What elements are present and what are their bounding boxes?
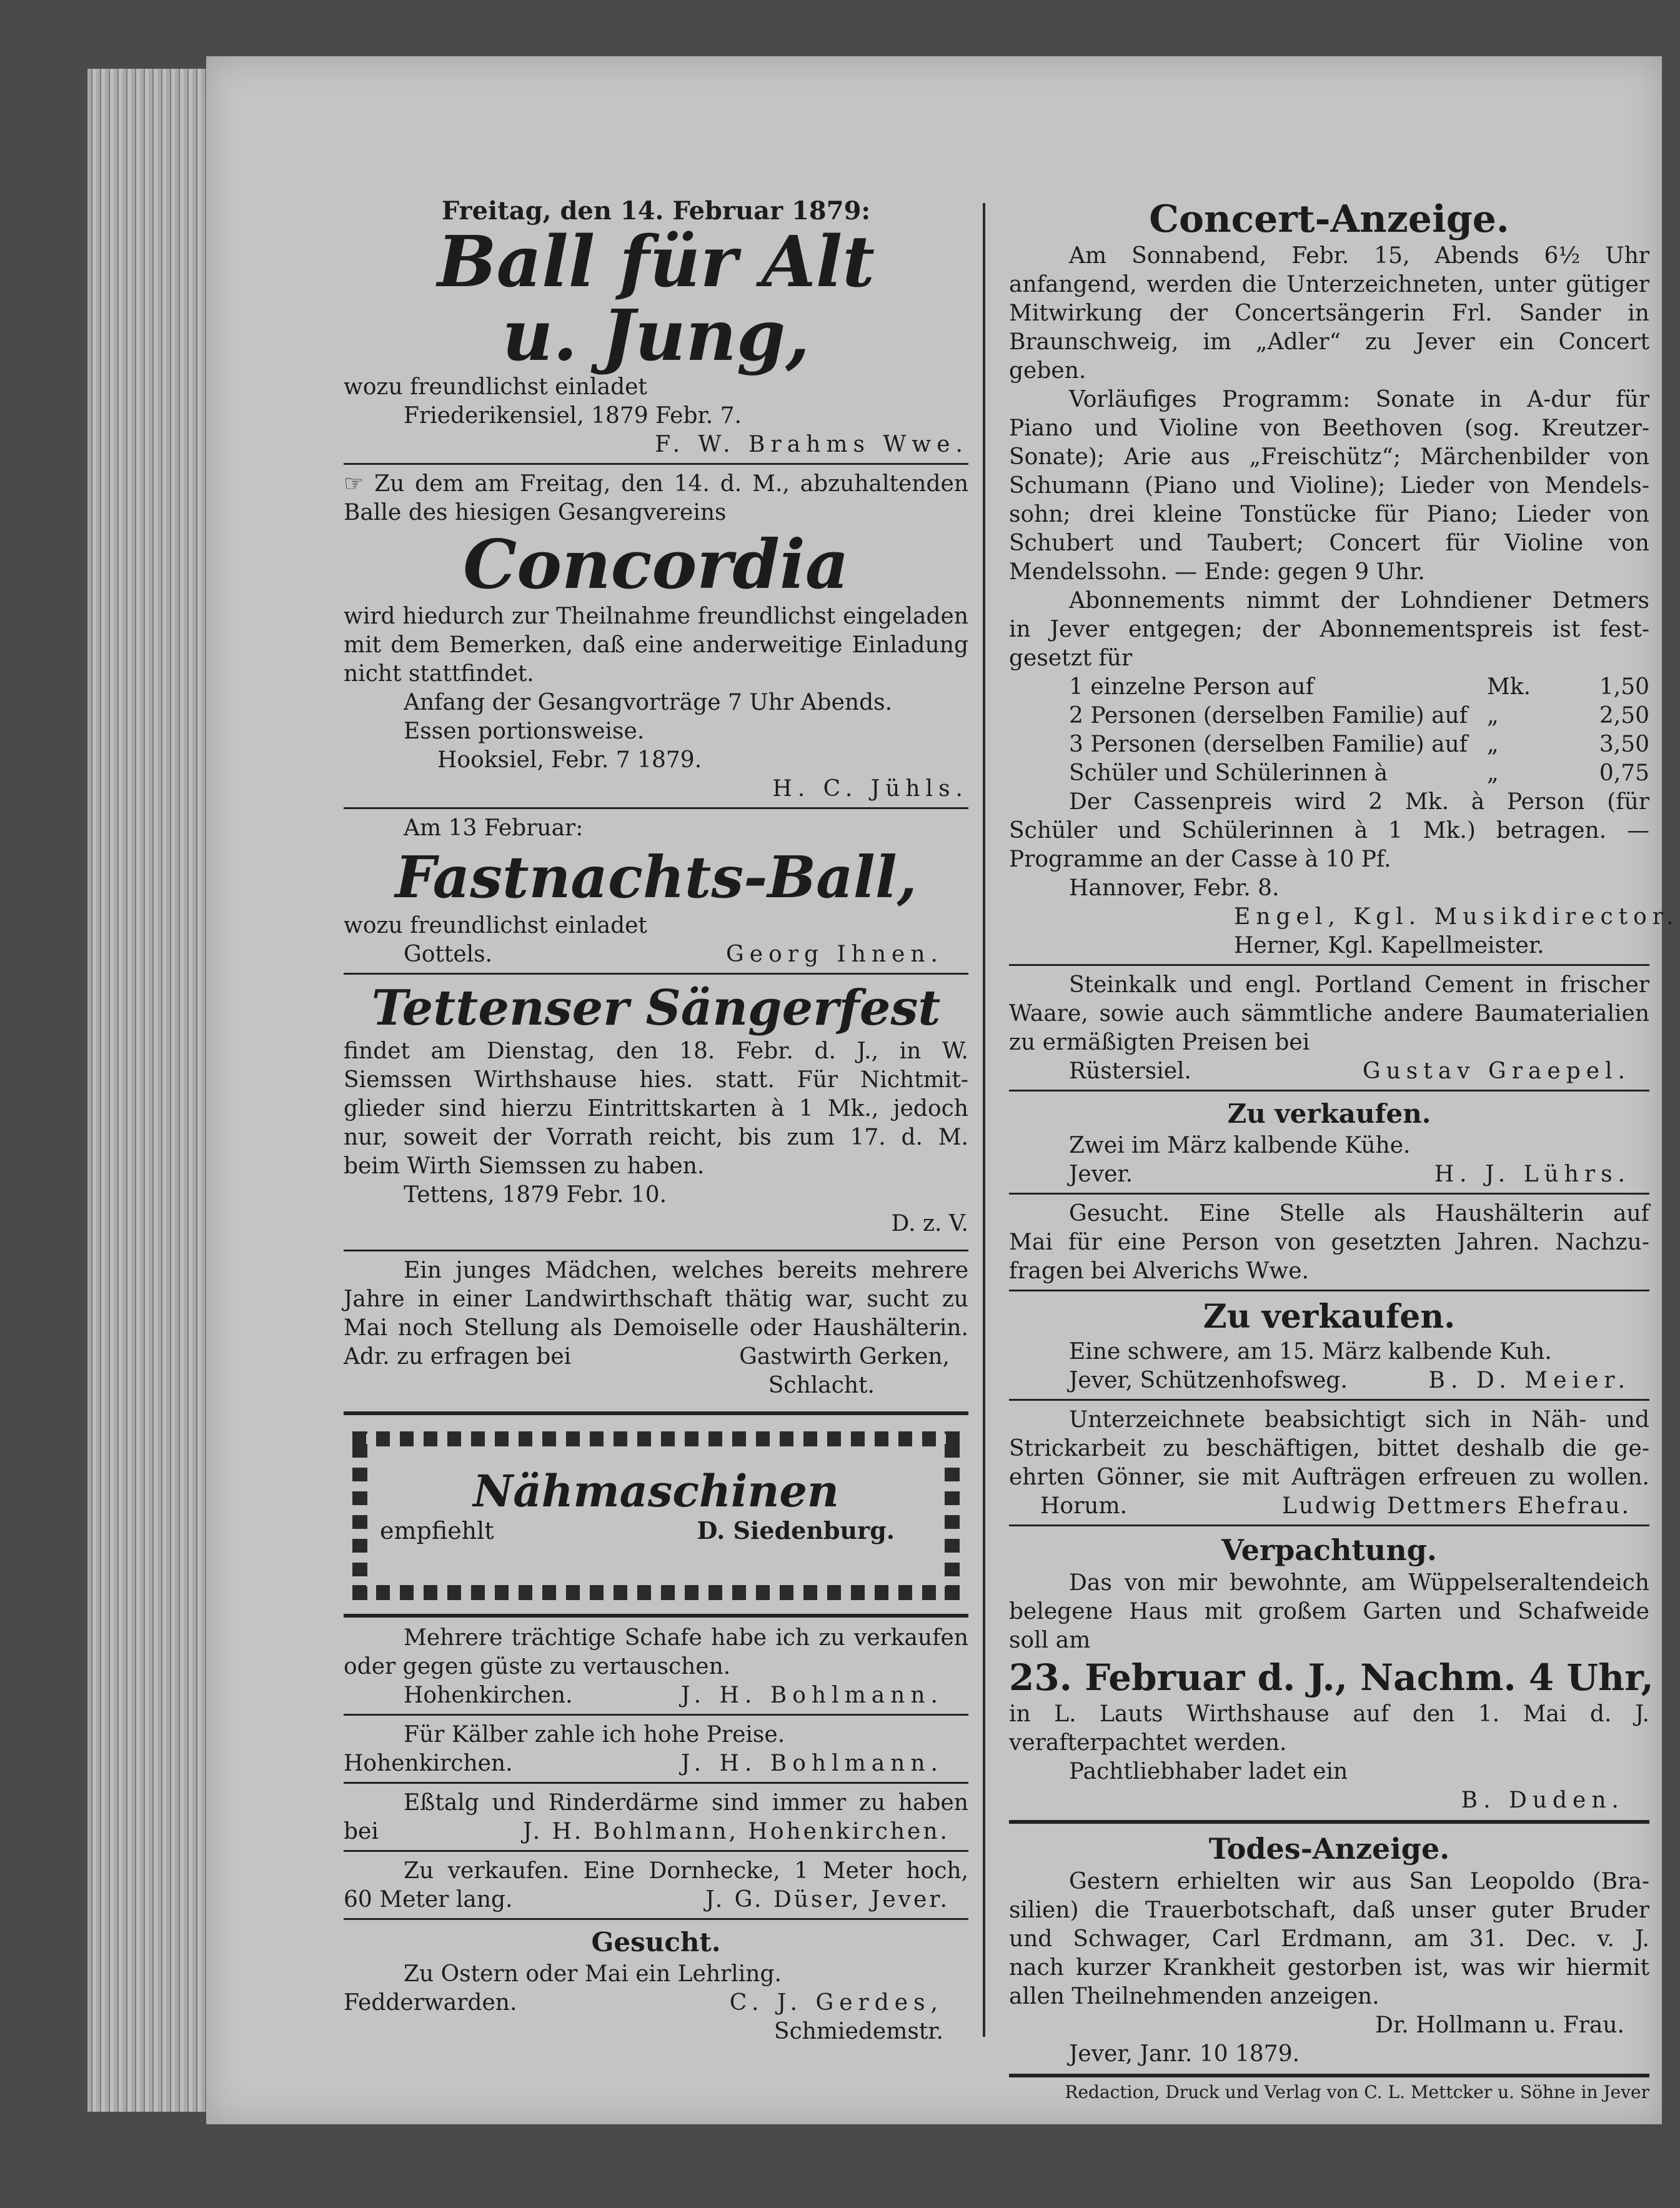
column-divider <box>983 203 985 2037</box>
schafe-line: oder gegen güste zu vertauschen. <box>344 1654 731 1679</box>
concert-signature: Engel, Kgl. Musikdirector. <box>1234 904 1679 930</box>
darm-line: Eßtalg und Rinderdärme sind immer zu haben <box>404 1790 968 1816</box>
darm-signature: J. H. Bohlmann, Hohenkirchen. <box>522 1819 950 1844</box>
concert-line: gesetzt für <box>1009 645 1133 671</box>
ad-dornhecke <box>344 1857 968 1914</box>
ad-steinkalk <box>1009 971 1649 1086</box>
divider <box>1009 1399 1649 1401</box>
ad-darm <box>344 1789 968 1846</box>
divider <box>344 1850 968 1852</box>
dornhecke-line: Zu verkaufen. Eine Dornhecke, 1 Meter hoch, <box>404 1858 968 1884</box>
concert-line: Der Cassenpreis wird 2 Mk. à Person (für <box>1069 789 1649 815</box>
maedchen-line: Adr. zu erfragen bei <box>344 1344 572 1370</box>
kaelber-signature: J. H. Bohlmann. <box>680 1751 943 1776</box>
ball-signature: F. W. Brahms Wwe. <box>655 432 968 457</box>
divider <box>344 463 968 465</box>
todes-signature: Dr. Hollmann u. Frau. <box>1375 2012 1624 2038</box>
concordia-line: Balle des hiesigen Gesangvereins <box>344 500 727 525</box>
saengerfest-line: beim Wirth Siemssen zu haben. <box>344 1153 705 1179</box>
naeharbeit-line: Unterzeichnete beabsichtigt sich in Näh- und <box>1069 1407 1649 1433</box>
right-column <box>1009 197 1679 2105</box>
saengerfest-signature: D. z. V. <box>891 1211 968 1236</box>
concordia-line: ☞ Zu dem am Freitag, den 14. d. M., abzuhaltenden <box>344 471 968 497</box>
saengerfest-line: Tettens, 1879 Febr. 10. <box>404 1182 667 1208</box>
ad-concert <box>1009 197 1679 960</box>
verpachtung-line: soll am <box>1009 1628 1091 1653</box>
saengerfest-line: Siemssen Wirthshause hies. statt. Für Nichtmit- <box>344 1067 968 1093</box>
concert-line: Hannover, Febr. 8. <box>1069 875 1280 901</box>
kuehe-place: Jever. <box>1069 1161 1133 1187</box>
concert-line: Mitwirkung der Concertsängerin Frl. Sander in <box>1009 301 1649 326</box>
concordia-title: Concordia <box>463 525 849 604</box>
dornhecke-line: 60 Meter lang. <box>344 1887 513 1912</box>
price-unit: „ <box>1487 760 1499 786</box>
verpachtung-signature: B. Duden. <box>1461 1788 1624 1813</box>
concert-line: Sonate); Arie aus „Freischütz“; Märchenbilder von <box>1009 444 1649 470</box>
price-row <box>1009 673 1649 702</box>
verpachtung-date: 23. Februar d. J., Nachm. 4 Uhr, <box>1009 1656 1654 1699</box>
concordia-line: Hooksiel, Febr. 7 1879. <box>437 747 702 773</box>
concert-line: sohn; drei kleine Tonstücke für Piano; Lieder von <box>1009 502 1649 527</box>
concordia-line: wird hiedurch zur Theilnahme freundlichst eingeladen <box>344 604 968 629</box>
naehmaschinen-left: empfiehlt <box>380 1517 494 1544</box>
ad-kuh <box>1009 1296 1649 1395</box>
price-label: 2 Personen (derselben Familie) auf <box>1069 703 1468 729</box>
price-unit: „ <box>1487 703 1499 729</box>
price-value: 2,50 <box>1599 703 1649 729</box>
steinkalk-line: Steinkalk und engl. Portland Cement in frischer <box>1069 972 1649 998</box>
maedchen-line: Jahre in einer Landwirthschaft thätig war, sucht zu <box>344 1286 968 1312</box>
gesucht-place: Fedderwarden. <box>344 1990 517 2016</box>
steinkalk-place: Rüstersiel. <box>1069 1058 1191 1084</box>
ad-todes <box>1009 1830 1649 2069</box>
imprint-footer: Redaction, Druck und Verlag von C. L. Mettcker u. Söhne in Jever <box>1065 2082 1649 2102</box>
todes-line: silien) die Trauerbotschaft, daß unser guter Bruder <box>1009 1897 1649 1923</box>
concert-line: Braunschweig, im „Adler“ zu Jever ein Concert <box>1009 329 1649 355</box>
dornhecke-signature: J. G. Düser, Jever. <box>705 1887 950 1912</box>
ad-kuehe <box>1009 1097 1649 1189</box>
ornament-frame <box>344 1423 968 1609</box>
gesucht-line: Zu Ostern oder Mai ein Lehrling. <box>404 1961 782 1987</box>
concordia-line: nicht stattfindet. <box>344 661 534 687</box>
concert-title: Concert-Anzeige. <box>1149 197 1509 241</box>
naeharbeit-line: Strickarbeit zu beschäftigen, bittet deshalb die ge- <box>1009 1436 1649 1461</box>
price-label: Schüler und Schülerinnen à <box>1069 760 1388 786</box>
todes-line: Jever, Janr. 10 1879. <box>1069 2041 1300 2067</box>
concert-line: Schubert und Taubert; Concert für Violine von <box>1009 530 1649 556</box>
verpachtung-line: Pachtliebhaber ladet ein <box>1069 1759 1348 1784</box>
gesucht-title: Gesucht. <box>591 1927 721 1957</box>
concert-line: Am Sonnabend, Febr. 15, Abends 6½ Uhr <box>1069 243 1649 269</box>
todes-title: Todes-Anzeige. <box>1208 1832 1450 1866</box>
verpachtung-line: verafterpachtet werden. <box>1009 1730 1287 1756</box>
schafe-line: Mehrere trächtige Schafe habe ich zu verkaufen <box>404 1625 968 1651</box>
concordia-line: Essen portionsweise. <box>404 719 645 744</box>
concordia-line: mit dem Bemerken, daß eine anderweitige Einladung <box>344 632 968 658</box>
price-label: 1 einzelne Person auf <box>1069 674 1314 700</box>
ad-haushaelterin <box>1009 1200 1649 1286</box>
naeharbeit-signature: Ludwig Dettmers Ehefrau. <box>1281 1493 1631 1519</box>
concert-line: Schumann (Piano und Violine); Lieder von Mendels- <box>1009 473 1649 499</box>
steinkalk-line: Waare, sowie auch sämmtliche andere Baumaterialien <box>1009 1001 1649 1027</box>
concert-line: Programme an der Casse à 10 Pf. <box>1009 847 1391 872</box>
concordia-line: Anfang der Gesangvorträge 7 Uhr Abends. <box>404 690 893 715</box>
fastnacht-line: wozu freundlichst einladet <box>344 913 647 938</box>
todes-line: nach kurzer Krankheit gestorben ist, was wir hiermit <box>1009 1955 1649 1981</box>
divider <box>1009 1290 1649 1291</box>
fastnacht-title: Fastnachts-Ball, <box>395 843 917 911</box>
concert-line: Abonnements nimmt der Lohndiener Detmers <box>1069 588 1649 614</box>
ad-schafe <box>344 1624 968 1710</box>
kuehe-line: Zwei im März kalbende Kühe. <box>1069 1133 1411 1158</box>
divider <box>344 807 968 809</box>
divider <box>344 1714 968 1716</box>
concert-line: Piano und Violine von Beethoven (sog. Kreutzer- <box>1009 415 1649 441</box>
todes-line: und Schwager, Carl Erdmann, am 31. Dec. v. J. <box>1009 1926 1649 1952</box>
kuh-place: Jever, Schützenhofsweg. <box>1069 1368 1348 1393</box>
maedchen-signature: Gastwirth Gerken, <box>739 1344 950 1370</box>
naeharbeit-place: Horum. <box>1040 1493 1128 1519</box>
concert-line: in Jever entgegen; der Abonnementspreis ist fest- <box>1009 617 1649 642</box>
price-value: 3,50 <box>1599 732 1649 757</box>
maedchen-line: Mai noch Stellung als Demoiselle oder Haushälterin. <box>344 1315 968 1341</box>
concert-line: geben. <box>1009 358 1086 384</box>
gesucht-signature-2: Schmiedemstr. <box>773 2019 943 2044</box>
kuehe-title: Zu verkaufen. <box>1227 1098 1431 1129</box>
darm-line: bei <box>344 1819 379 1844</box>
kuh-signature: B. D. Meier. <box>1428 1368 1631 1393</box>
verpachtung-title: Verpachtung. <box>1221 1533 1437 1567</box>
divider <box>1009 1193 1649 1195</box>
price-label: 3 Personen (derselben Familie) auf <box>1069 732 1468 757</box>
divider <box>344 1411 968 1415</box>
verpachtung-line: Das von mir bewohnte, am Wüppelseraltendeich <box>1069 1570 1649 1596</box>
haushaelterin-line: fragen bei Alverichs Wwe. <box>1009 1258 1309 1284</box>
ad-naeharbeit <box>1009 1406 1649 1521</box>
divider <box>1009 964 1649 966</box>
ball-line: wozu freundlichst einladet <box>344 374 647 400</box>
price-row <box>1009 730 1649 759</box>
concert-line: Schüler und Schülerinnen à 1 Mk.) betragen. — <box>1009 818 1649 843</box>
saengerfest-line: findet am Dienstag, den 18. Febr. d. J., in W. <box>344 1038 968 1064</box>
concert-signature: Herner, Kgl. Kapellmeister. <box>1234 933 1544 958</box>
left-column <box>344 197 968 2046</box>
schafe-place: Hohenkirchen. <box>404 1683 573 1708</box>
haushaelterin-line: Mai für eine Person von gesetzten Jahren. Nachzu- <box>1009 1230 1649 1255</box>
todes-line: allen Theilnehmenden anzeigen. <box>1009 1984 1379 2009</box>
divider <box>344 1918 968 1920</box>
ad-saengerfest <box>344 980 968 1238</box>
divider <box>344 1614 968 1618</box>
concert-line: anfangend, werden die Unterzeichneten, unter gütiger <box>1009 272 1649 297</box>
kaelber-line: Für Kälber zahle ich hohe Preise. <box>404 1722 785 1748</box>
newspaper-page <box>206 56 1679 2124</box>
divider <box>344 1782 968 1784</box>
naehmaschinen-title: Nähmaschinen <box>473 1465 839 1517</box>
ball-title-1: Ball für Alt <box>437 221 875 303</box>
book-page-edges <box>87 69 225 2112</box>
saengerfest-title: Tettenser Sängerfest <box>371 980 941 1037</box>
verpachtung-line: in L. Lauts Wirthshause auf den 1. Mai d. J. <box>1009 1701 1649 1727</box>
steinkalk-line: zu ermäßigten Preisen bei <box>1009 1030 1310 1055</box>
price-value: 0,75 <box>1599 760 1649 786</box>
maedchen-place: Schlacht. <box>768 1373 875 1398</box>
ad-maedchen <box>344 1256 968 1400</box>
concert-line: Vorläufiges Programm: Sonate in A-dur für <box>1069 387 1649 412</box>
saengerfest-line: nur, soweit der Vorrath reicht, bis zum 17. d. M. <box>344 1125 968 1150</box>
ad-fastnacht <box>344 814 968 969</box>
ball-line: Friederikensiel, 1879 Febr. 7. <box>404 403 742 429</box>
naehmaschinen-signature: D. Siedenburg. <box>697 1516 895 1544</box>
steinkalk-signature: Gustav Graepel. <box>1362 1058 1631 1084</box>
price-unit: Mk. <box>1487 674 1531 700</box>
ball-date: Freitag, den 14. Februar 1879: <box>441 196 871 226</box>
gesucht-signature: C. J. Gerdes, <box>729 1990 943 2016</box>
kuh-line: Eine schwere, am 15. März kalbende Kuh. <box>1069 1339 1552 1365</box>
fastnacht-place: Gottels. <box>404 942 493 967</box>
kuh-title: Zu verkaufen. <box>1203 1298 1456 1336</box>
ad-gesucht <box>344 1925 968 2046</box>
divider <box>344 1250 968 1251</box>
kaelber-place: Hohenkirchen. <box>344 1751 513 1776</box>
ad-ball <box>344 197 968 459</box>
divider <box>344 973 968 975</box>
price-value: 1,50 <box>1599 674 1649 700</box>
concert-line: Mendelssohn. — Ende: gegen 9 Uhr. <box>1009 559 1425 585</box>
todes-line: Gestern erhielten wir aus San Leopoldo (Bra- <box>1069 1869 1649 1894</box>
price-unit: „ <box>1487 732 1499 757</box>
haushaelterin-line: Gesucht. Eine Stelle als Haushälterin auf <box>1069 1201 1649 1226</box>
divider <box>1009 1820 1649 1824</box>
price-row <box>1009 702 1649 730</box>
price-row <box>1009 759 1649 788</box>
ad-concordia <box>344 470 968 803</box>
schafe-signature: J. H. Bohlmann. <box>680 1683 943 1708</box>
fastnacht-date: Am 13 Februar: <box>404 815 584 841</box>
saengerfest-line: glieder sind hierzu Eintrittskarten à 1 Mk., jedoch <box>344 1096 968 1121</box>
kuehe-signature: H. J. Lührs. <box>1434 1161 1631 1187</box>
divider <box>1009 1524 1649 1526</box>
ball-title-2: u. Jung, <box>502 295 810 377</box>
divider <box>1009 2074 1649 2077</box>
ad-kaelber <box>344 1721 968 1778</box>
maedchen-line: Ein junges Mädchen, welches bereits mehrere <box>404 1258 968 1283</box>
fastnacht-signature: Georg Ihnen. <box>726 942 943 967</box>
ad-verpachtung <box>1009 1531 1654 1815</box>
divider <box>1009 1090 1649 1092</box>
naeharbeit-line: ehrten Gönner, sie mit Aufträgen erfreuen zu wollen. <box>1009 1465 1649 1490</box>
concordia-signature: H. C. Jühls. <box>772 776 968 802</box>
verpachtung-line: belegene Haus mit großem Garten und Schafweide <box>1009 1599 1649 1624</box>
